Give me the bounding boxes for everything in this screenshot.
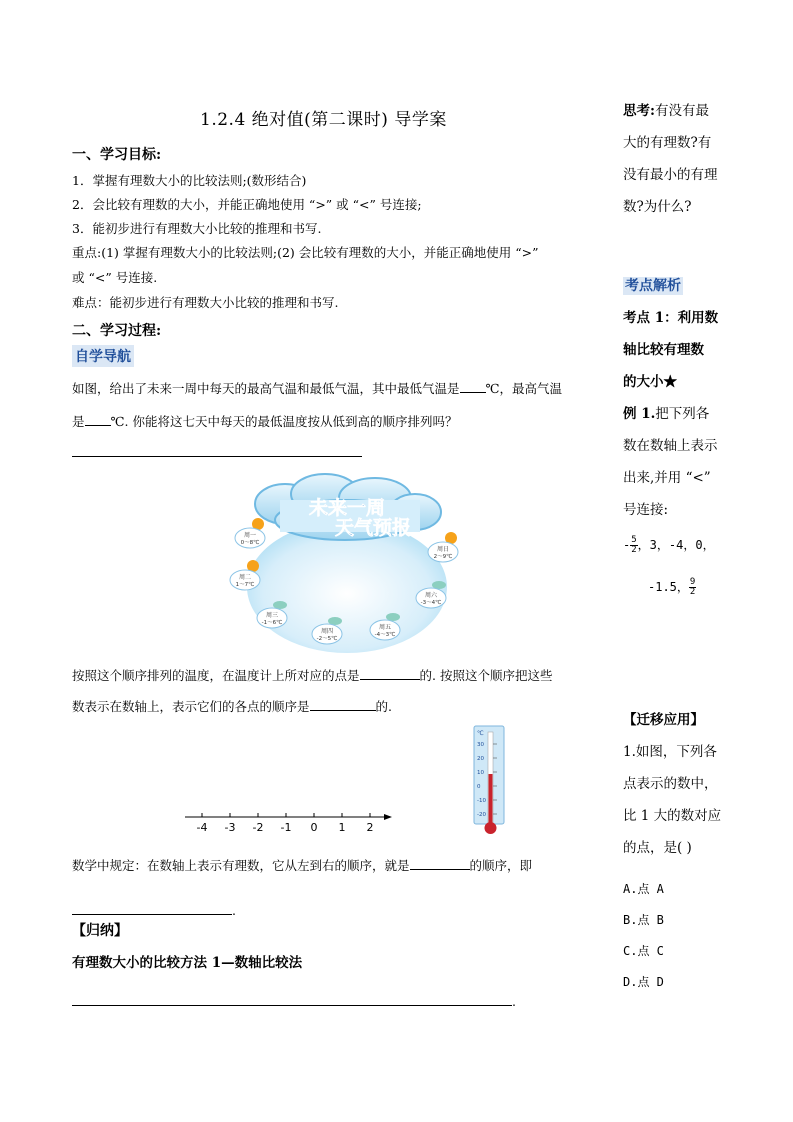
paragraph-3-line-1 xyxy=(72,857,532,873)
p1-text-d: ℃. 你能将这七天中每天的最低温度按从低到高的顺序排列吗？ xyxy=(110,414,458,429)
side-transfer-block xyxy=(623,704,743,864)
key-point-line-2: 或 “<” 号连接. xyxy=(72,270,158,285)
side-think-block xyxy=(623,95,733,223)
number-line-label: -1 xyxy=(280,821,292,834)
example-numbers-1: 3，-4，0， xyxy=(649,538,715,552)
answer-line-1[interactable] xyxy=(72,456,362,457)
number-line-label: -2 xyxy=(252,821,264,834)
key-point-line-1: 重点:(1) 掌握有理数大小的比较法则;(2) 会比较有理数的大小，并能正确地使用 “>” xyxy=(72,245,539,260)
example-line-4: 号连接: xyxy=(623,502,669,518)
day-name: 周日 xyxy=(436,546,450,553)
paragraph-2-line-2 xyxy=(72,698,392,714)
p1-text-c: 是 xyxy=(72,414,85,429)
difficulty: 难点：能初步进行有理数大小比较的推理和书写. xyxy=(72,295,339,310)
example-line-2: 数在数轴上表示 xyxy=(623,438,718,454)
side-think-line-2: 大的有理数?有 xyxy=(623,135,712,151)
p3-text-b: 的顺序，即 xyxy=(469,858,533,873)
day-name: 周六 xyxy=(424,592,438,599)
day-name: 周一 xyxy=(243,532,257,539)
section-process-heading: 二、学习过程: xyxy=(72,323,162,339)
summary-heading: 【归纳】 xyxy=(72,923,128,939)
p3-text-a: 数学中规定：在数轴上表示有理数，它从左到右的顺序，就是 xyxy=(72,858,410,873)
thermometer-unit: ℃ xyxy=(477,730,484,737)
paragraph-3-line-2 xyxy=(72,902,236,918)
p3-text-c: . xyxy=(232,903,236,918)
option-a[interactable]: A.点 A xyxy=(623,882,664,896)
day-bubble-2 xyxy=(230,560,260,590)
paragraph-1-line-1 xyxy=(72,380,562,396)
weather-title-1: 未来一周 xyxy=(308,497,386,519)
day-temp: 0～8℃ xyxy=(240,540,260,546)
number-line xyxy=(180,805,398,835)
blank-rule[interactable] xyxy=(72,902,232,915)
p2-text-a: 按照这个顺序排列的温度，在温度计上所对应的点是 xyxy=(72,668,360,683)
day-name: 周四 xyxy=(320,628,334,635)
goal-3: 3．能初步进行有理数大小比较的推理和书写. xyxy=(72,221,322,236)
goal-1: 1．掌握有理数大小的比较法则;(数形结合) xyxy=(72,173,307,188)
day-temp: 2～9℃ xyxy=(433,554,453,560)
day-temp: -4～3℃ xyxy=(374,632,396,638)
method-end-punct: . xyxy=(512,994,516,1009)
p2-text-d: 的. xyxy=(375,699,392,714)
p1-text-a: 如图，给出了未来一周中每天的最高气温和最低气温，其中最低气温是 xyxy=(72,381,460,396)
exam-analysis-label: 考点解析 xyxy=(625,278,681,294)
day-name: 周五 xyxy=(378,624,392,631)
question-line-2: 点表示的数中， xyxy=(623,776,718,792)
number-line-label: 0 xyxy=(310,821,318,834)
thermometer-label: -20 xyxy=(477,812,486,818)
weather-forecast-image xyxy=(225,472,463,654)
think-label: 思考: xyxy=(623,103,655,119)
side-exam-block xyxy=(623,270,738,526)
question-line-4: 的点，是( ) xyxy=(623,840,692,856)
weather-title-2: 天气预报 xyxy=(334,517,412,539)
day-temp: -2～5℃ xyxy=(316,636,338,642)
blank-max-temp[interactable] xyxy=(85,413,111,426)
number-line-label: 1 xyxy=(338,821,346,834)
method-answer-line xyxy=(72,993,516,1009)
side-think-line-1 xyxy=(623,95,733,127)
day-bubble-1 xyxy=(235,518,265,548)
blank-method[interactable] xyxy=(72,993,512,1006)
number-line-label: -4 xyxy=(196,821,208,834)
number-line-arrow xyxy=(384,814,392,820)
side-think-line-3: 没有最小的有理 xyxy=(623,167,718,183)
p1-text-b: ℃，最高气温 xyxy=(485,381,562,396)
exam-point-line-1: 考点 1：利用数 xyxy=(623,310,719,326)
option-d[interactable]: D.点 D xyxy=(623,975,664,989)
number-line-label: 2 xyxy=(366,821,374,834)
day-bubble-7 xyxy=(428,532,458,562)
p2-text-b: 的. 按照这个顺序把这些 xyxy=(419,668,553,683)
fraction-9-2: $\frac{9}{2}$ xyxy=(689,577,696,597)
option-c[interactable]: C.点 C xyxy=(623,944,664,958)
example-numbers-line-2 xyxy=(648,578,696,597)
think-text-1: 有没有最 xyxy=(654,103,709,119)
thermometer-label: 10 xyxy=(477,770,484,776)
self-study-label: 自学导航 xyxy=(72,345,134,367)
exam-point-line-2: 轴比较有理数 xyxy=(623,342,704,358)
example-numbers-line-1: - $\frac{5}{2}$ ，3，-4，0， xyxy=(623,535,715,555)
number-line-label: -3 xyxy=(224,821,236,834)
paragraph-2-line-1 xyxy=(72,667,552,683)
example-label: 例 1. xyxy=(623,406,656,422)
example-text-1: 把下列各 xyxy=(655,406,710,422)
thermometer-label: -10 xyxy=(477,798,486,804)
question-line-3: 比 1 大的数对应 xyxy=(623,808,722,824)
example-numbers-2: -1.5， xyxy=(648,580,689,594)
method-heading: 有理数大小的比较方法 1—数轴比较法 xyxy=(72,955,303,971)
thermometer-label: 20 xyxy=(477,756,484,762)
thermometer-label: 30 xyxy=(477,742,484,748)
blank-thermometer-order[interactable] xyxy=(360,667,420,680)
question-line-1: 1.如图，下列各 xyxy=(623,744,717,760)
blank-size-order[interactable] xyxy=(410,857,470,870)
section-goals-heading: 一、学习目标: xyxy=(72,147,162,163)
p2-text-c: 数表示在数轴上，表示它们的各点的顺序是 xyxy=(72,699,310,714)
thermometer-image xyxy=(470,724,510,839)
day-temp: -3～4℃ xyxy=(420,600,442,606)
exam-point-line-3: 的大小★ xyxy=(623,374,677,390)
paragraph-1-line-2 xyxy=(72,413,457,429)
side-think-line-4: 数?为什么? xyxy=(623,199,692,215)
example-line-3: 出来,并用 “<” xyxy=(623,470,711,486)
goal-2: 2．会比较有理数的大小，并能正确地使用 “>” 或 “<” 号连接; xyxy=(72,197,422,212)
day-temp: 1～7℃ xyxy=(235,582,255,588)
blank-numberline-order[interactable] xyxy=(310,698,376,711)
day-temp: -1～6℃ xyxy=(261,620,283,626)
page-title: 1.2.4 绝对值(第二课时) 导学案 xyxy=(200,110,447,130)
options-block xyxy=(623,874,664,998)
day-name: 周三 xyxy=(265,612,279,619)
fraction-neg-5-2: $\frac{5}{2}$ xyxy=(631,535,637,555)
example-line-1 xyxy=(623,398,738,430)
thermometer-mercury xyxy=(489,774,493,826)
thermometer-bulb xyxy=(485,822,497,834)
blank-min-temp[interactable] xyxy=(460,380,486,393)
thermometer-label: 0 xyxy=(477,784,481,790)
transfer-heading: 【迁移应用】 xyxy=(623,712,704,728)
day-name: 周二 xyxy=(238,574,252,581)
option-b[interactable]: B.点 B xyxy=(623,913,664,927)
